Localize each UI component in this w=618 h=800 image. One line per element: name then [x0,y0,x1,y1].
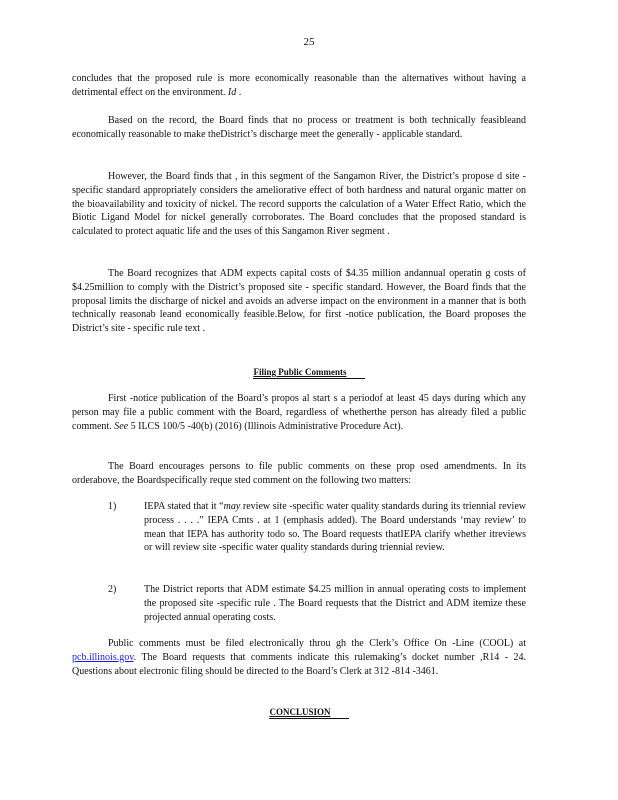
paragraph-adm-costs: The Board recognizes that ADM expects capital costs of $4.35 million andannual operatin g costs of $4.25million to comply with the District’s proposed site - specific standard. However, the Board finds that the proposal limits the discharge of nickel and avoids an adverse impact on the environment in a manner that is both technically reasonab leand economically feasible.Below, for first -notice publication, the Board proposes the District’s site - specific rule text . [72,268,526,335]
heading-conclusion: CONCLUSION [0,706,618,720]
paragraph-filing-instructions: Public comments must be filed electronically throu gh the Clerk’s Office On -Line (COOL) at pcb.illinois.gov. The Board requests that comments indicate this rulemaking’s docket number ,R14 - 24. Questions about electronic filing should be directed to the Board’s Clerk at 312 -814 -3461. [72,638,526,677]
list-number: 2) [108,584,117,595]
paragraph-text: concludes that the proposed rule is more economically reasonable than the alternatives without having a detrimental effect on the environment. [72,73,526,98]
emphasis-may: may [223,501,241,512]
paragraph-first-notice: First -notice publication of the Board’s propos al start s a periodof at least 45 days during which any person may file a public comment with the Board, regardless of whetherthe person has already filed a public comment. See 5 ILCS 100/5 -40(b) (2016) (Illinois Administrative Procedure Act). [72,393,526,432]
page-number: 25 [303,36,315,48]
cool-link[interactable]: pcb.illinois.gov [72,651,134,663]
citation-id: Id [227,86,237,98]
list-text: IEPA stated that it “may review site -specific water quality standards during its triennial review process . . . .” IEPA Cmts . at 1 (emphasis added). The Board understands ‘may review’ to mean that IEPA has authority todo so. The Board requests thatIEPA clarify whether itreviews or will review site -specific water quality standards during triennial review. [144,501,526,554]
paragraph-encourages-comments: The Board encourages persons to file public comments on these prop osed amendments. In its orderabove, the Boardspecifically reque sted comment on the following two matters: [72,461,526,486]
heading-filing-public-comments: Filing Public Comments [0,366,618,380]
paragraph-record-finding: Based on the record, the Board finds that no process or treatment is both technically feasibleand economically reasonable to make theDistrict’s discharge meet the generally - applicable standard. [72,115,526,140]
paragraph-sangamon-finding: However, the Board finds that , in this segment of the Sangamon River, the District’s propose d site -specific standard appropriately considers the ameliorative effect of both hardness and natural organic matter on the bioavailability and toxicity of nickel. The record supports the calculation of a Water Effect Ratio, which the Biotic Ligand Model for nickel generally corroborates. The Board concludes that the proposed standard is calculated to protect aquatic life and the uses of this Sangamon River segment . [72,171,526,238]
list-number: 1) [108,501,117,512]
list-text: The District reports that ADM estimate $4.25 million in annual operating costs to implement the proposed site -specific rule . The Board requests that the District and ADM itemize these projected annual operating costs. [144,584,526,623]
paragraph-conclusion-carryover: concludes that the proposed rule is more economically reasonable than the alternatives without having a detrimental effect on the environment. Id . [72,73,526,98]
citation-see: See [114,420,129,432]
